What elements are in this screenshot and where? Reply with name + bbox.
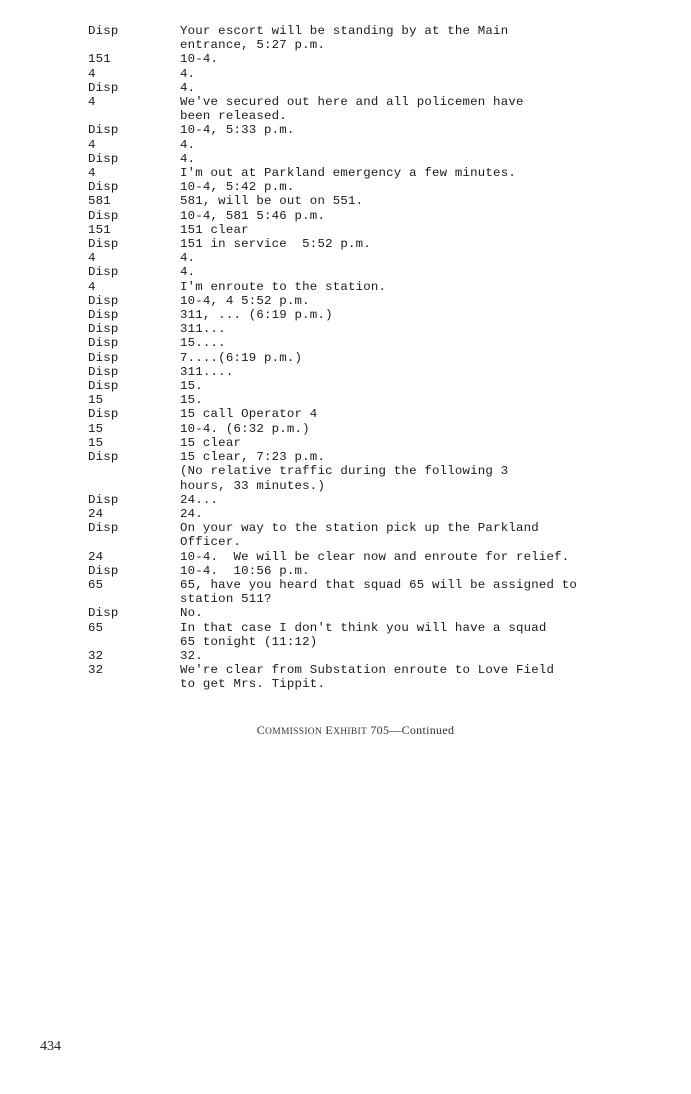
- speaker-label: 65: [88, 577, 104, 592]
- speaker-label: 32: [88, 663, 104, 678]
- exhibit-caption: [0, 723, 691, 738]
- message-text: [180, 308, 691, 322]
- message-text: [180, 237, 691, 251]
- transcript-entry: [0, 223, 691, 237]
- speaker-label: 4: [88, 279, 96, 294]
- message-line: 311...: [180, 322, 226, 337]
- message-line: entrance, 5:27 p.m.: [180, 38, 326, 53]
- message-line: 32.: [180, 648, 203, 663]
- transcript-entry: [0, 280, 691, 294]
- speaker-label: 32: [88, 648, 104, 663]
- speaker-label: 151: [88, 222, 111, 237]
- message-text: [180, 464, 691, 492]
- message-text: [180, 123, 691, 137]
- message-line: 15 clear, 7:23 p.m.: [180, 450, 326, 465]
- message-line: On your way to the station pick up the Parkland: [180, 521, 539, 536]
- message-text: [180, 265, 691, 279]
- message-text: [180, 336, 691, 350]
- transcript-entry: [0, 365, 691, 379]
- message-line: 151 in service 5:52 p.m.: [180, 237, 371, 252]
- transcript-entry: [0, 621, 691, 649]
- message-line: 10-4, 581 5:46 p.m.: [180, 208, 326, 223]
- speaker-label: 24: [88, 506, 104, 521]
- transcript-entry: [0, 564, 691, 578]
- message-text: [180, 294, 691, 308]
- speaker-label: 65: [88, 620, 104, 635]
- message-line: 10-4, 4 5:52 p.m.: [180, 293, 310, 308]
- message-line: 311....: [180, 364, 234, 379]
- speaker-label: 24: [88, 549, 104, 564]
- transcript-entry: [0, 322, 691, 336]
- transcript-entry: [0, 265, 691, 279]
- message-line: 24...: [180, 492, 219, 507]
- message-line: 15.: [180, 393, 203, 408]
- speaker-label: Disp: [88, 322, 119, 337]
- message-text: [180, 67, 691, 81]
- speaker-label: 15: [88, 421, 104, 436]
- speaker-label: Disp: [88, 350, 119, 365]
- transcript-entry: [0, 123, 691, 137]
- transcript-entry: [0, 67, 691, 81]
- speaker-label: Disp: [88, 492, 119, 507]
- message-line: to get Mrs. Tippit.: [180, 677, 326, 692]
- speaker-label: Disp: [88, 24, 119, 38]
- message-line: 10-4. 10:56 p.m.: [180, 563, 310, 578]
- message-line: I'm enroute to the station.: [180, 279, 387, 294]
- speaker-label: 15: [88, 435, 104, 450]
- message-text: [180, 606, 691, 620]
- speaker-label: 151: [88, 52, 111, 67]
- transcript-entry: [0, 550, 691, 564]
- transcript-entry: [0, 464, 691, 492]
- message-text: [180, 322, 691, 336]
- transcript-entry: [0, 180, 691, 194]
- message-line: 10-4, 5:33 p.m.: [180, 123, 295, 138]
- message-line: 24.: [180, 506, 203, 521]
- message-text: [180, 422, 691, 436]
- speaker-label: 15: [88, 393, 104, 408]
- speaker-label: Disp: [88, 180, 119, 195]
- message-line: No.: [180, 606, 203, 621]
- message-line: 4.: [180, 80, 196, 95]
- message-text: [180, 24, 691, 52]
- message-line: 10-4. We will be clear now and enroute for relief.: [180, 549, 570, 564]
- speaker-label: 4: [88, 66, 96, 81]
- transcript-entry: [0, 209, 691, 223]
- caption-word2-initial: E: [325, 723, 334, 737]
- message-line: In that case I don't think you will have a squad: [180, 620, 547, 635]
- transcript-entry: [0, 81, 691, 95]
- message-line: Your escort will be standing by at the Main: [180, 24, 509, 38]
- speaker-label: Disp: [88, 293, 119, 308]
- message-line: 581, will be out on 551.: [180, 194, 364, 209]
- message-text: [180, 621, 691, 649]
- message-line: 4.: [180, 137, 196, 152]
- transcript-entry: [0, 521, 691, 549]
- speaker-label: Disp: [88, 237, 119, 252]
- message-line: Officer.: [180, 535, 242, 550]
- caption-word1-initial: C: [256, 723, 266, 737]
- message-line: 15 clear: [180, 435, 242, 450]
- message-text: [180, 194, 691, 208]
- transcript-entry: [0, 606, 691, 620]
- message-line: We're clear from Substation enroute to Love Field: [180, 663, 555, 678]
- message-line: 311, ... (6:19 p.m.): [180, 308, 333, 323]
- message-line: 4.: [180, 265, 196, 280]
- speaker-label: Disp: [88, 123, 119, 138]
- message-text: [180, 663, 691, 691]
- message-text: [180, 209, 691, 223]
- speaker-label: Disp: [88, 364, 119, 379]
- message-text: [180, 450, 691, 464]
- transcript-entry: [0, 436, 691, 450]
- message-text: [180, 351, 691, 365]
- transcript-entry: [0, 351, 691, 365]
- message-text: [180, 578, 691, 606]
- message-line: 65 tonight (11:12): [180, 634, 318, 649]
- speaker-label: 4: [88, 95, 96, 110]
- message-text: [180, 180, 691, 194]
- message-text: [180, 365, 691, 379]
- transcript-entry: [0, 663, 691, 691]
- transcript-entry: [0, 138, 691, 152]
- transcript-entry: [0, 578, 691, 606]
- transcript-entry: [0, 251, 691, 265]
- message-line: 4.: [180, 151, 196, 166]
- transcript-entry: [0, 24, 691, 52]
- message-line: station 511?: [180, 592, 272, 607]
- message-text: [180, 280, 691, 294]
- message-line: 4.: [180, 251, 196, 266]
- message-line: 151 clear: [180, 222, 249, 237]
- message-line: 10-4.: [180, 52, 219, 67]
- message-text: [180, 251, 691, 265]
- message-text: [180, 407, 691, 421]
- message-text: [180, 521, 691, 549]
- message-line: We've secured out here and all policemen have: [180, 95, 524, 110]
- message-line: 65, have you heard that squad 65 will be assigned to: [180, 577, 578, 592]
- transcript-entry: [0, 379, 691, 393]
- message-text: [180, 649, 691, 663]
- speaker-label: 4: [88, 251, 96, 266]
- transcript-entry: [0, 336, 691, 350]
- message-text: [180, 493, 691, 507]
- message-line: 15....: [180, 336, 226, 351]
- message-text: [180, 81, 691, 95]
- caption-word2-rest: XHIBIT: [333, 727, 368, 737]
- speaker-label: Disp: [88, 208, 119, 223]
- radio-transcript: [0, 24, 691, 692]
- caption-suffix: 705—Continued: [370, 723, 455, 737]
- speaker-label: Disp: [88, 521, 119, 536]
- message-line: 15 call Operator 4: [180, 407, 318, 422]
- transcript-entry: [0, 308, 691, 322]
- message-text: [180, 152, 691, 166]
- speaker-label: Disp: [88, 80, 119, 95]
- message-text: [180, 393, 691, 407]
- transcript-entry: [0, 152, 691, 166]
- message-line: been released.: [180, 109, 287, 124]
- message-line: (No relative traffic during the following 3: [180, 464, 509, 479]
- speaker-label: 581: [88, 194, 111, 209]
- message-text: [180, 138, 691, 152]
- message-text: [180, 166, 691, 180]
- transcript-entry: [0, 194, 691, 208]
- speaker-label: Disp: [88, 379, 119, 394]
- speaker-label: Disp: [88, 606, 119, 621]
- message-text: [180, 550, 691, 564]
- transcript-entry: [0, 95, 691, 123]
- message-line: hours, 33 minutes.): [180, 478, 326, 493]
- speaker-label: Disp: [88, 336, 119, 351]
- message-line: 4.: [180, 66, 196, 81]
- message-line: 10-4, 5:42 p.m.: [180, 180, 295, 195]
- speaker-label: 4: [88, 137, 96, 152]
- transcript-entry: [0, 507, 691, 521]
- page-number: 434: [40, 1039, 61, 1054]
- speaker-label: Disp: [88, 563, 119, 578]
- speaker-label: Disp: [88, 407, 119, 422]
- speaker-label: 4: [88, 166, 96, 181]
- transcript-entry: [0, 294, 691, 308]
- speaker-label: Disp: [88, 151, 119, 166]
- transcript-entry: [0, 237, 691, 251]
- message-text: [180, 379, 691, 393]
- transcript-entry: [0, 450, 691, 464]
- transcript-entry: [0, 393, 691, 407]
- transcript-entry: [0, 166, 691, 180]
- message-line: 7....(6:19 p.m.): [180, 350, 303, 365]
- message-text: [180, 95, 691, 123]
- message-line: I'm out at Parkland emergency a few minutes.: [180, 166, 516, 181]
- message-line: 10-4. (6:32 p.m.): [180, 421, 310, 436]
- transcript-entry: [0, 407, 691, 421]
- message-text: [180, 436, 691, 450]
- message-text: [180, 564, 691, 578]
- speaker-label: Disp: [88, 450, 119, 465]
- message-line: 15.: [180, 379, 203, 394]
- speaker-label: Disp: [88, 308, 119, 323]
- message-text: [180, 223, 691, 237]
- message-text: [180, 507, 691, 521]
- transcript-entry: [0, 649, 691, 663]
- message-text: [180, 52, 691, 66]
- caption-word1-rest: OMMISSION: [265, 727, 323, 737]
- transcript-entry: [0, 422, 691, 436]
- transcript-entry: [0, 493, 691, 507]
- transcript-entry: [0, 52, 691, 66]
- speaker-label: Disp: [88, 265, 119, 280]
